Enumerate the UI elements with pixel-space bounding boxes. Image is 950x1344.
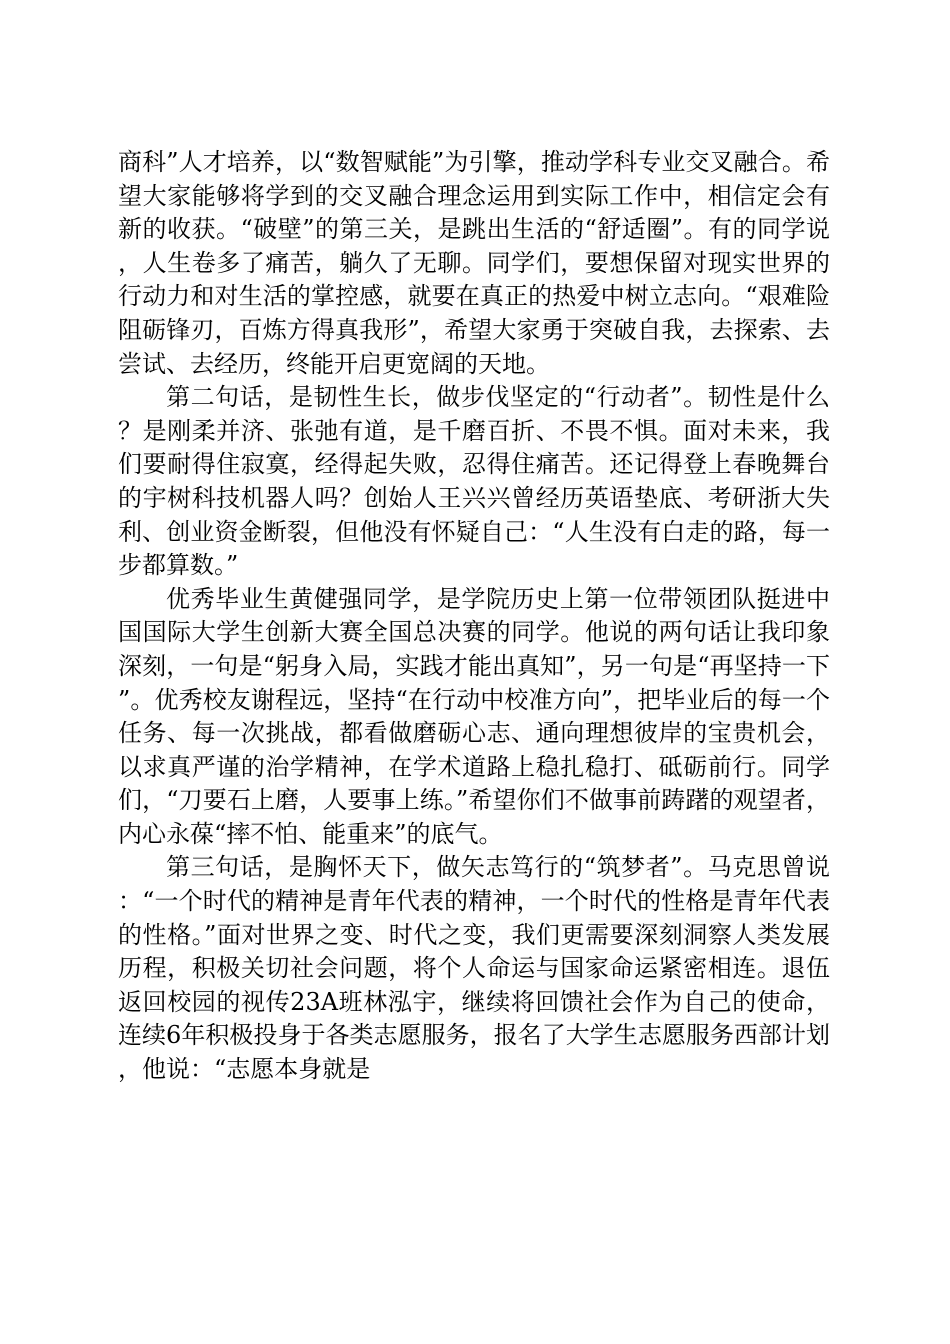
document-body [118,146,830,1087]
paragraph-1: 商科”人才培养，以“数智赋能”为引擎，推动学科专业交叉融合。希望大家能够将学到的交叉融合理念运用到实际工作中，相信定会有新的收获。“破壁”的第三关，是跳出生活的“舒适圈”。有的同学说，人生卷多了痛苦，躺久了无聊。同学们，要想保留对现实世界的行动力和对生活的掌控感，就要在真正的热爱中树立志向。“艰难险阻砺锋刃，百炼方得真我形”，希望大家勇于突破自我，去探索、去尝试、去经历，终能开启更宽阔的天地。 [118,148,830,378]
paragraph-2: 第二句话，是韧性生长，做步伐坚定的“行动者”。韧性是什么？是刚柔并济、张弛有道，是千磨百折、不畏不惧。面对未来，我们要耐得住寂寞，经得起失败，忍得住痛苦。还记得登上春晚舞台的宇树科技机器人吗？创始人王兴兴曾经历英语垫底、考研浙大失利、创业资金断裂，但他没有怀疑自己：“人生没有白走的路，每一步都算数。” [118,383,830,580]
paragraph-4: 第三句话，是胸怀天下，做矢志笃行的“筑梦者”。马克思曾说：“一个时代的精神是青年代表的精神，一个时代的性格是青年代表的性格。”面对世界之变、时代之变，我们更需要深刻洞察人类发展历程，积极关切社会问题，将个人命运与国家命运紧密相连。退伍返回校园的视传23A班林泓宇，继续将回馈社会作为自己的使命，连续6年积极投身于各类志愿服务，报名了大学生志愿服务西部计划，他说：“志愿本身就是 [118,853,830,1084]
paragraph-3: 优秀毕业生黄健强同学，是学院历史上第一位带领团队挺进中国国际大学生创新大赛全国总决赛的同学。他说的两句话让我印象深刻，一句是“躬身入局，实践才能出真知”，另一句是“再坚持一下”。优秀校友谢程远，坚持“在行动中校准方向”，把毕业后的每一个任务、每一次挑战，都看做磨砺心志、通向理想彼岸的宝贵机会，以求真严谨的治学精神，在学术道路上稳扎稳打、砥砺前行。同学们，“刀要石上磨，人要事上练。”希望你们不做事前踌躇的观望者，内心永葆“摔不怕、能重来”的底气。 [118,584,830,848]
